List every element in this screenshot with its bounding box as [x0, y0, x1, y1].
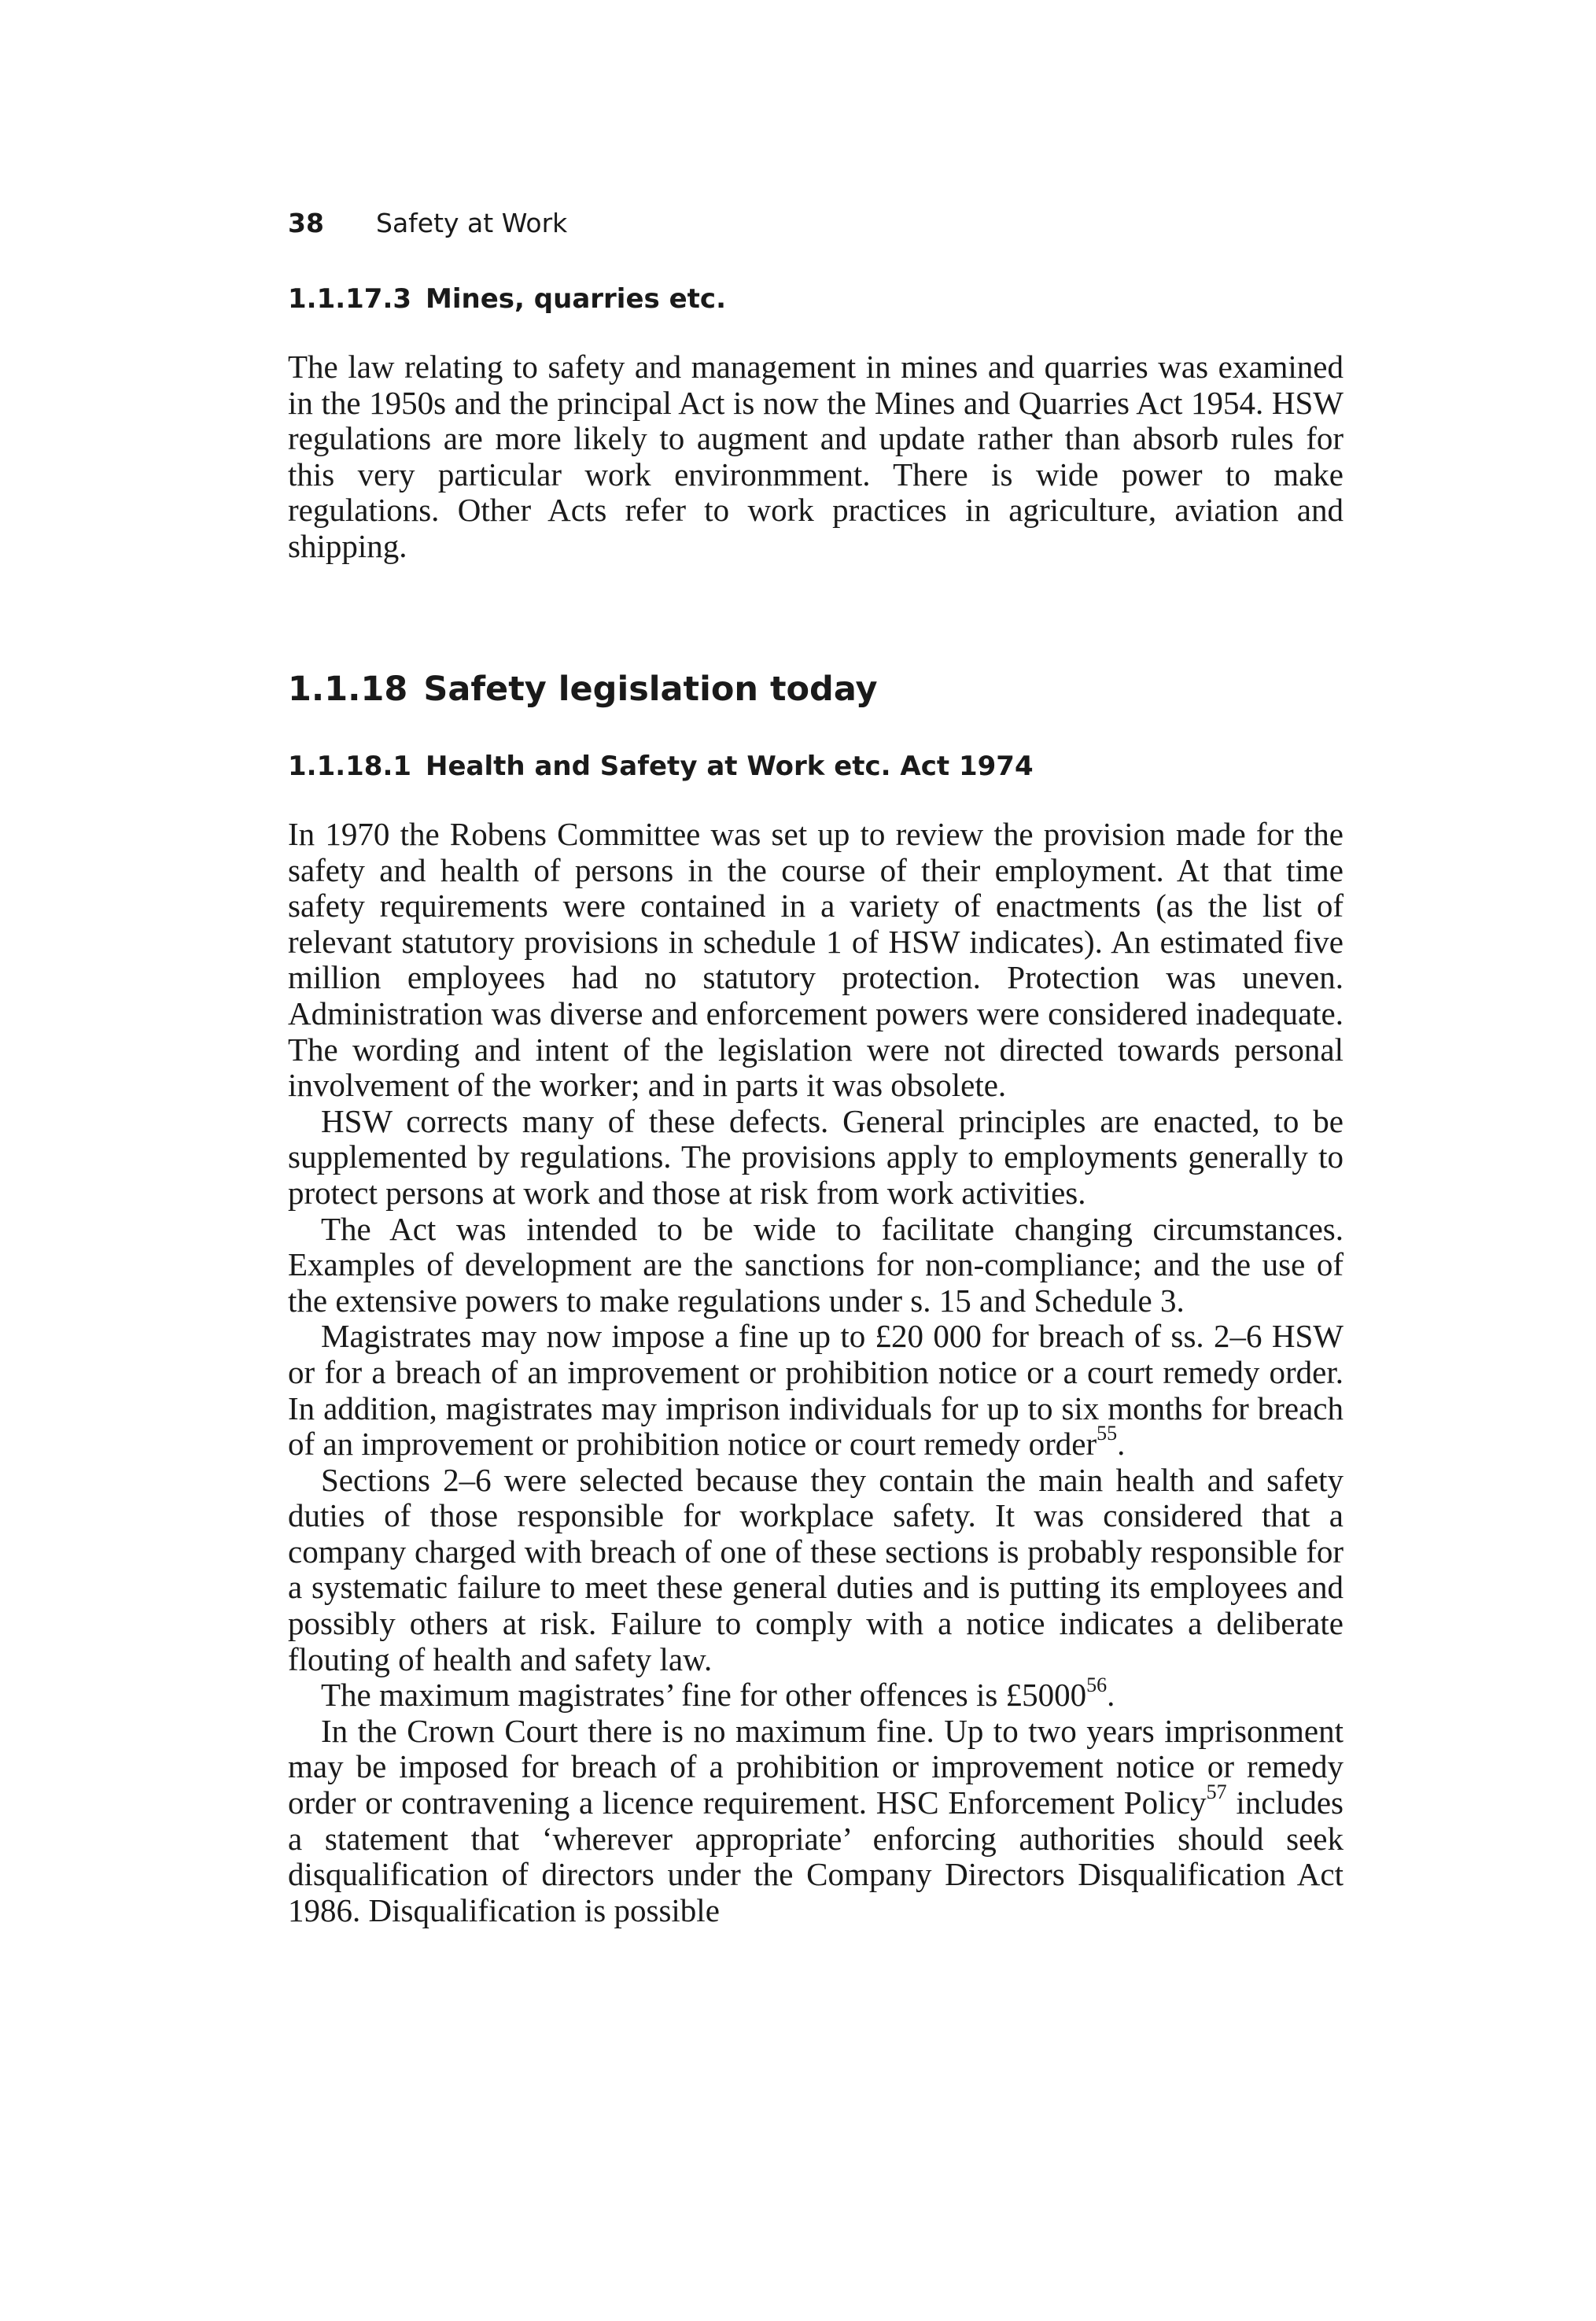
subsection-title: Health and Safety at Work etc. Act 1974: [426, 751, 1034, 782]
subsection-title: Mines, quarries etc.: [426, 283, 726, 315]
section-number: 1.1.18: [288, 670, 408, 709]
mines-body: [288, 349, 1344, 565]
paragraph: [288, 1714, 1344, 1929]
footnote-ref: 57: [1206, 1780, 1227, 1804]
paragraph-text: The maximum magistrates’ fine for other offences is £5000: [321, 1677, 1087, 1714]
subsection-heading-mines: [288, 282, 726, 316]
subsection-number: 1.1.18.1: [288, 751, 412, 782]
paragraph: The law relating to safety and management in mines and quarries was examined in the 1950s and the principal Act is now the Mines and Quarries Act 1954. HSW regulations are more likely to augment and update rather than absorb rules for this very particular work environmment. There is wide power to make regulations. Other Acts refer to work practices in agriculture, aviation and shipping.: [288, 349, 1344, 564]
paragraph-end: .: [1117, 1426, 1126, 1463]
subsection-heading-hsw: [288, 749, 1034, 784]
paragraph: [288, 1319, 1344, 1462]
paragraph-text: In the Crown Court there is no maximum fine. Up to two years imprisonment may be imposed for breach of a prohibition or improvement notice or remedy order or contravening a licence requirement. HSC Enforcement Policy: [288, 1712, 1344, 1821]
footnote-ref: 55: [1097, 1422, 1118, 1445]
running-head: [288, 206, 567, 241]
section-title: Safety legislation today: [423, 670, 878, 709]
section-heading-today: [288, 667, 878, 711]
running-title: Safety at Work: [376, 208, 568, 238]
footnote-ref: 56: [1086, 1673, 1108, 1696]
paragraph: The Act was intended to be wide to facilitate changing circumstances. Examples of development are the sanctions for non-compliance; and the use of the extensive powers to make regulations under s. 15 and Schedule 3.: [288, 1210, 1344, 1319]
paragraph-text: includes a statement that ‘wherever appropriate’ enforcing authorities should seek disqualification of directors under the Company Directors Disqualification Act 1986. Disqualification is possible: [288, 1784, 1344, 1928]
paragraph: Sections 2–6 were selected because they contain the main health and safety duties of those responsible for workplace safety. It was considered that a company charged with breach of one of these sections is probably responsible for a systematic failure to meet these general duties and is putting its employees and possibly others at risk. Failure to comply with a notice indicates a deliberate flouting of health and safety law.: [288, 1461, 1344, 1677]
paragraph-end: .: [1107, 1677, 1115, 1714]
paragraph: In 1970 the Robens Committee was set up to review the provision made for the safety and health of persons in the course of their employment. At that time safety requirements were contained in a variety of enactments (as the list of relevant statutory provisions in schedule 1 of HSW indicates). An estimated five million employees had no statutory protection. Protection was uneven. Administration was diverse and enforcement powers were considered inadequate. The wording and intent of the legislation were not directed towards personal involvement of the worker; and in parts it was obsolete.: [288, 816, 1344, 1104]
paragraph-text: Magistrates may now impose a fine up to £20 000 for breach of ss. 2–6 HSW or for a breach of an improvement or prohibition notice or a court remedy order. In addition, magistrates may imprison individuals for up to six months for breach of an improvement or prohibition notice or court remedy order: [288, 1318, 1344, 1463]
hsw-body: [288, 817, 1344, 1928]
subsection-number: 1.1.17.3: [288, 283, 412, 315]
page-number: 38: [288, 208, 324, 238]
paragraph: [288, 1673, 1344, 1714]
paragraph: HSW corrects many of these defects. General principles are enacted, to be supplemented by regulations. The provisions apply to employments generally to protect persons at work and those at risk from work activities.: [288, 1102, 1344, 1211]
